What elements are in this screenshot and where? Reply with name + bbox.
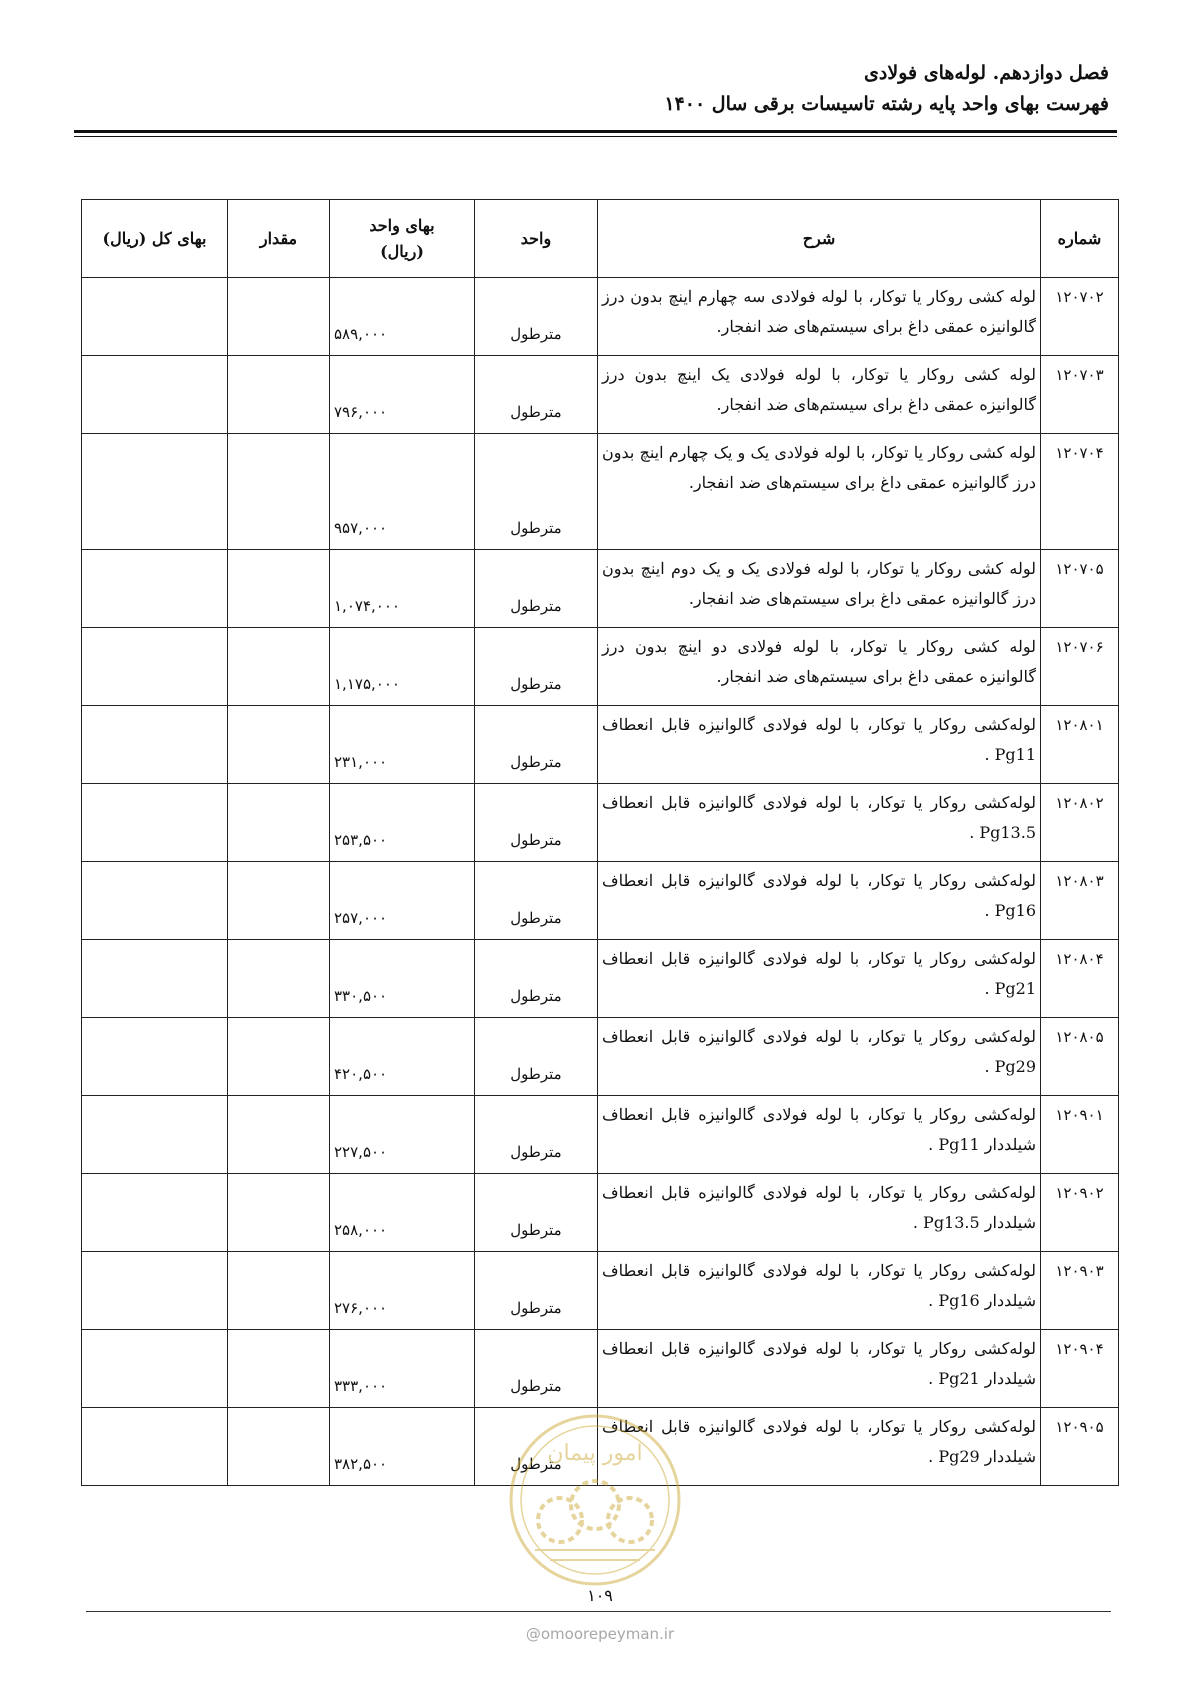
row-unit-price: ۵۸۹,۰۰۰ (330, 278, 475, 356)
row-quantity (228, 1330, 330, 1408)
row-description: لوله‌کشی روکار یا توکار، با لوله فولادی گالوانیزه قابل انعطاف Pg11 . (598, 706, 1041, 784)
header-total-price: بهای کل (ریال) (82, 200, 228, 278)
header-quantity: مقدار (228, 200, 330, 278)
row-description: لوله کشی روکار یا توکار، با لوله فولادی یک اینچ بدون درز گالوانیزه عمقی داغ برای سیستم‌های ضد انفجار. (598, 356, 1041, 434)
table-row (82, 434, 1119, 550)
row-unit: مترطول (475, 550, 598, 628)
row-total-price (82, 1174, 228, 1252)
row-code: ۱۲۰۷۰۴ (1041, 434, 1119, 550)
row-unit: مترطول (475, 1330, 598, 1408)
row-unit-price: ۲۵۳,۵۰۰ (330, 784, 475, 862)
row-quantity (228, 862, 330, 940)
row-unit: مترطول (475, 706, 598, 784)
row-code: ۱۲۰۷۰۵ (1041, 550, 1119, 628)
row-quantity (228, 1408, 330, 1486)
row-code: ۱۲۰۹۰۱ (1041, 1096, 1119, 1174)
row-total-price (82, 1330, 228, 1408)
row-quantity (228, 1174, 330, 1252)
row-total-price (82, 1096, 228, 1174)
header-divider-thin (74, 136, 1117, 137)
row-total-price (82, 356, 228, 434)
header-unit-price-currency: (ریال) (380, 241, 424, 261)
row-total-price (82, 1018, 228, 1096)
row-total-price (82, 784, 228, 862)
row-description: لوله‌کشی روکار یا توکار، با لوله فولادی گالوانیزه قابل انعطاف شیلددار Pg21 . (598, 1330, 1041, 1408)
row-code: ۱۲۰۷۰۳ (1041, 356, 1119, 434)
row-description: لوله‌کشی روکار یا توکار، با لوله فولادی گالوانیزه قابل انعطاف Pg16 . (598, 862, 1041, 940)
footer-divider (86, 1611, 1111, 1612)
row-code: ۱۲۰۹۰۳ (1041, 1252, 1119, 1330)
row-description: لوله کشی روکار یا توکار، با لوله فولادی یک و یک چهارم اینچ بدون درز گالوانیزه عمقی داغ برای سیستم‌های ضد انفجار. (598, 434, 1041, 550)
row-unit-price: ۳۳۰,۵۰۰ (330, 940, 475, 1018)
row-total-price (82, 434, 228, 550)
site-watermark: @omoorepeyman.ir (525, 1625, 675, 1643)
row-unit: مترطول (475, 356, 598, 434)
row-unit: مترطول (475, 434, 598, 550)
row-quantity (228, 1096, 330, 1174)
row-quantity (228, 434, 330, 550)
table-row (82, 550, 1119, 628)
row-description: لوله‌کشی روکار یا توکار، با لوله فولادی گالوانیزه قابل انعطاف شیلددار Pg29 . (598, 1408, 1041, 1486)
row-quantity (228, 784, 330, 862)
row-unit-price: ۱,۱۷۵,۰۰۰ (330, 628, 475, 706)
row-total-price (82, 628, 228, 706)
row-code: ۱۲۰۹۰۴ (1041, 1330, 1119, 1408)
row-code: ۱۲۰۸۰۴ (1041, 940, 1119, 1018)
row-unit-price: ۹۵۷,۰۰۰ (330, 434, 475, 550)
header-unit-price-label: بهای واحد (369, 215, 435, 235)
document-subtitle: فهرست بهای واحد پایه رشته تاسیسات برقی سال ۱۴۰۰ (664, 93, 1109, 115)
table-row (82, 1018, 1119, 1096)
row-unit: مترطول (475, 278, 598, 356)
row-unit: مترطول (475, 862, 598, 940)
row-unit: مترطول (475, 1174, 598, 1252)
row-code: ۱۲۰۹۰۲ (1041, 1174, 1119, 1252)
row-quantity (228, 628, 330, 706)
row-unit-price: ۲۵۷,۰۰۰ (330, 862, 475, 940)
row-unit-price: ۲۲۷,۵۰۰ (330, 1096, 475, 1174)
row-description: لوله‌کشی روکار یا توکار، با لوله فولادی گالوانیزه قابل انعطاف شیلددار Pg11 . (598, 1096, 1041, 1174)
header-divider (74, 130, 1117, 133)
table-row (82, 784, 1119, 862)
row-quantity (228, 356, 330, 434)
row-description: لوله‌کشی روکار یا توکار، با لوله فولادی گالوانیزه قابل انعطاف Pg13.5 . (598, 784, 1041, 862)
row-description: لوله کشی روکار یا توکار، با لوله فولادی سه چهارم اینچ بدون درز گالوانیزه عمقی داغ برای سیستم‌های ضد انفجار. (598, 278, 1041, 356)
row-code: ۱۲۰۸۰۳ (1041, 862, 1119, 940)
row-unit-price: ۲۳۱,۰۰۰ (330, 706, 475, 784)
header-unit: واحد (475, 200, 598, 278)
row-unit-price: ۱,۰۷۴,۰۰۰ (330, 550, 475, 628)
row-description: لوله‌کشی روکار یا توکار، با لوله فولادی گالوانیزه قابل انعطاف شیلددار Pg13.5 . (598, 1174, 1041, 1252)
table-row (82, 940, 1119, 1018)
price-table (81, 199, 1119, 1486)
row-unit: مترطول (475, 940, 598, 1018)
table-row (82, 1330, 1119, 1408)
row-description: لوله کشی روکار یا توکار، با لوله فولادی یک و یک دوم اینچ بدون درز گالوانیزه عمقی داغ برای سیستم‌های ضد انفجار. (598, 550, 1041, 628)
row-unit-price: ۷۹۶,۰۰۰ (330, 356, 475, 434)
row-description: لوله‌کشی روکار یا توکار، با لوله فولادی گالوانیزه قابل انعطاف Pg21 . (598, 940, 1041, 1018)
header-description: شرح (598, 200, 1041, 278)
header-unit-price (330, 200, 475, 278)
watermark-logo (505, 1410, 685, 1590)
row-quantity (228, 550, 330, 628)
header-code: شماره (1041, 200, 1119, 278)
row-unit: مترطول (475, 1408, 598, 1486)
page-number: ۱۰۹ (587, 1586, 613, 1605)
row-unit: مترطول (475, 1096, 598, 1174)
row-total-price (82, 940, 228, 1018)
row-unit: مترطول (475, 1252, 598, 1330)
table-row (82, 356, 1119, 434)
row-code: ۱۲۰۸۰۲ (1041, 784, 1119, 862)
row-code: ۱۲۰۷۰۶ (1041, 628, 1119, 706)
table-row (82, 862, 1119, 940)
row-total-price (82, 550, 228, 628)
chapter-title: فصل دوازدهم. لوله‌های فولادی (864, 62, 1109, 84)
row-code: ۱۲۰۸۰۱ (1041, 706, 1119, 784)
row-quantity (228, 1252, 330, 1330)
row-unit-price: ۲۷۶,۰۰۰ (330, 1252, 475, 1330)
table-row (82, 706, 1119, 784)
row-code: ۱۲۰۹۰۵ (1041, 1408, 1119, 1486)
table-row (82, 628, 1119, 706)
row-quantity (228, 1018, 330, 1096)
row-code: ۱۲۰۸۰۵ (1041, 1018, 1119, 1096)
row-description: لوله‌کشی روکار یا توکار، با لوله فولادی گالوانیزه قابل انعطاف Pg29 . (598, 1018, 1041, 1096)
page-header (82, 58, 1109, 120)
table-row (82, 1252, 1119, 1330)
row-code: ۱۲۰۷۰۲ (1041, 278, 1119, 356)
row-total-price (82, 278, 228, 356)
row-unit: مترطول (475, 628, 598, 706)
row-unit-price: ۳۸۲,۵۰۰ (330, 1408, 475, 1486)
row-total-price (82, 1252, 228, 1330)
table-row (82, 1096, 1119, 1174)
row-unit: مترطول (475, 784, 598, 862)
row-quantity (228, 278, 330, 356)
row-description: لوله کشی روکار یا توکار، با لوله فولادی دو اینچ بدون درز گالوانیزه عمقی داغ برای سیستم‌های ضد انفجار. (598, 628, 1041, 706)
table-row (82, 278, 1119, 356)
row-unit: مترطول (475, 1018, 598, 1096)
row-total-price (82, 1408, 228, 1486)
watermark-text: امور پیمان (547, 1441, 643, 1466)
row-description: لوله‌کشی روکار یا توکار، با لوله فولادی گالوانیزه قابل انعطاف شیلددار Pg16 . (598, 1252, 1041, 1330)
row-unit-price: ۲۵۸,۰۰۰ (330, 1174, 475, 1252)
row-quantity (228, 706, 330, 784)
row-quantity (228, 940, 330, 1018)
row-total-price (82, 706, 228, 784)
row-total-price (82, 862, 228, 940)
row-unit-price: ۳۳۳,۰۰۰ (330, 1330, 475, 1408)
row-unit-price: ۴۲۰,۵۰۰ (330, 1018, 475, 1096)
table-header-row (82, 200, 1119, 278)
table-row (82, 1174, 1119, 1252)
